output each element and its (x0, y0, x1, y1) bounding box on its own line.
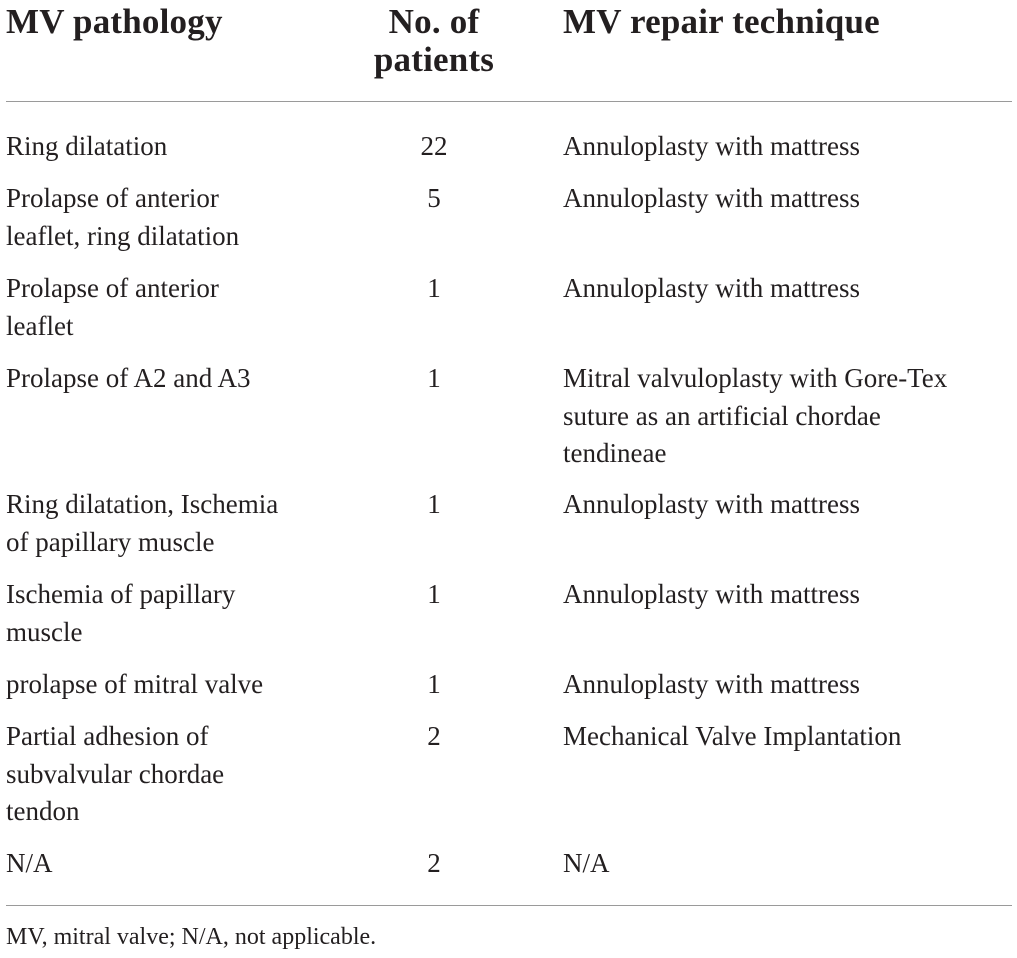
pathology-cell (6, 718, 336, 831)
pathology-line: Prolapse of anterior (6, 183, 219, 213)
technique-cell (563, 270, 1003, 308)
pathology-cell (6, 128, 336, 166)
technique-line: Mitral valvuloplasty with Gore-Tex (563, 363, 948, 393)
patients-cell: 1 (427, 273, 441, 303)
patients-cell: 5 (427, 183, 441, 213)
patients-cell: 2 (427, 721, 441, 751)
pathology-cell (6, 666, 336, 704)
pathology-line: subvalvular chordae (6, 758, 225, 789)
footer-divider (6, 905, 1012, 906)
technique-line: Annuloplasty with mattress (563, 669, 860, 699)
technique-line: Mechanical Valve Implantation (563, 721, 902, 751)
pathology-line: Ring dilatation, Ischemia (6, 489, 279, 519)
header-divider (6, 101, 1012, 102)
technique-cell (563, 360, 1003, 473)
pathology-line: tendon (6, 796, 80, 826)
technique-line: N/A (563, 848, 610, 878)
patients-cell: 1 (427, 489, 441, 519)
pathology-cell (6, 270, 336, 345)
pathology-line: prolapse of mitral valve (6, 669, 264, 699)
pathology-line: N/A (6, 848, 53, 878)
technique-line: Annuloplasty with mattress (563, 183, 860, 213)
header-mv-repair-technique: MV repair technique (563, 2, 880, 41)
table-footnote: MV, mitral valve; N/A, not applicable. (6, 924, 377, 950)
technique-cell (563, 666, 1003, 704)
technique-line: Annuloplasty with mattress (563, 273, 860, 303)
technique-cell (563, 128, 1003, 166)
header-no-of-patients-line2: patients (373, 40, 495, 79)
technique-line: Annuloplasty with mattress (563, 489, 860, 519)
technique-line: suture as an artificial chordae (563, 400, 881, 431)
technique-cell (563, 576, 1003, 614)
pathology-cell (6, 576, 336, 651)
pathology-line: leaflet, ring dilatation (6, 220, 240, 251)
technique-cell (563, 180, 1003, 218)
patients-cell: 2 (427, 848, 441, 878)
technique-cell (563, 486, 1003, 524)
pathology-cell (6, 360, 336, 398)
header-no-of-patients-line1: No. of (388, 2, 480, 41)
pathology-cell (6, 180, 336, 255)
pathology-line: of papillary muscle (6, 526, 215, 557)
pathology-line: Prolapse of anterior (6, 273, 219, 303)
pathology-cell (6, 486, 336, 561)
patients-cell: 1 (427, 669, 441, 699)
patients-cell: 1 (427, 363, 441, 393)
patients-cell: 1 (427, 579, 441, 609)
patients-cell: 22 (420, 131, 448, 161)
technique-cell (563, 718, 1003, 756)
pathology-line: leaflet (6, 310, 74, 341)
technique-line: Annuloplasty with mattress (563, 131, 860, 161)
pathology-line: Partial adhesion of (6, 721, 209, 751)
pathology-line: Prolapse of A2 and A3 (6, 363, 251, 393)
header-mv-pathology: MV pathology (6, 2, 223, 41)
technique-cell (563, 845, 1003, 883)
pathology-line: Ring dilatation (6, 131, 168, 161)
header-no-of-patients (370, 3, 498, 79)
pathology-line: Ischemia of papillary (6, 579, 236, 609)
technique-line: tendineae (563, 438, 667, 468)
technique-line: Annuloplasty with mattress (563, 579, 860, 609)
pathology-line: muscle (6, 616, 83, 647)
pathology-cell (6, 845, 336, 883)
